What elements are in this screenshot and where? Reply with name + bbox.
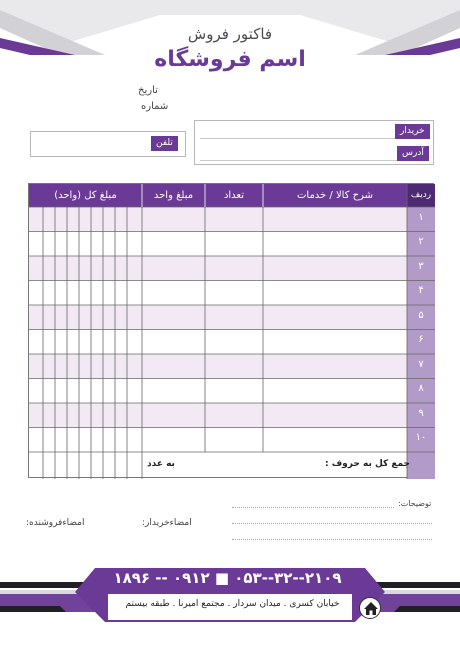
row-number: ۸ — [418, 383, 424, 394]
total-in-digits-label: به عدد — [147, 459, 175, 469]
table-grid — [29, 184, 435, 479]
total-in-words-label: جمع کل به حروف : — [325, 459, 411, 469]
number-label: شماره — [141, 101, 169, 112]
buyer-signature-label: امضاء‌خریدار: — [142, 518, 192, 528]
col-header-total-price: مبلغ کل (واحد) — [54, 190, 117, 201]
row-number: ۷ — [418, 359, 424, 370]
invoice-title: فاکتور فروش — [187, 25, 273, 43]
row-number: ۱۰ — [415, 432, 427, 443]
row-number: ۶ — [418, 334, 424, 345]
row-number: ۲ — [418, 236, 424, 247]
col-header-unit-price: مبلغ واحد — [153, 190, 194, 201]
home-icon — [359, 597, 381, 619]
description-label: توضیحات: — [398, 499, 432, 508]
footer-address: خیابان کسری . میدان سردار . مجتمع امیرنا . طبقه بیستم — [125, 599, 340, 609]
col-header-row: ردیف — [410, 190, 432, 200]
row-number: ۴ — [418, 285, 424, 296]
items-table — [28, 183, 434, 478]
col-header-description: شرح کالا / خدمات — [296, 190, 373, 201]
date-label: تاریخ — [138, 85, 158, 96]
col-header-quantity: تعداد — [223, 190, 245, 201]
seller-signature-label: امضاء‌فروشنده: — [26, 518, 85, 528]
row-number: ۵ — [418, 310, 424, 321]
buyer-label: خریدار — [395, 124, 430, 139]
address-field-line — [200, 160, 397, 161]
address-label: آدرس — [397, 146, 429, 161]
description-line — [232, 523, 432, 524]
row-number: ۹ — [418, 408, 424, 419]
footer-phone-numbers: ۱۸۹۶ -- ۰۹۱۲ ■ ۰۵۳--۳۲--۲۱۰۹ — [113, 569, 342, 587]
shop-name: اسم فروشگاه — [154, 47, 306, 72]
phone-label: تلفن — [151, 136, 178, 151]
description-line — [232, 507, 394, 508]
buyer-field-line — [200, 138, 395, 139]
description-line — [232, 539, 432, 540]
row-number: ۱ — [418, 212, 424, 223]
row-number: ۳ — [418, 261, 424, 272]
